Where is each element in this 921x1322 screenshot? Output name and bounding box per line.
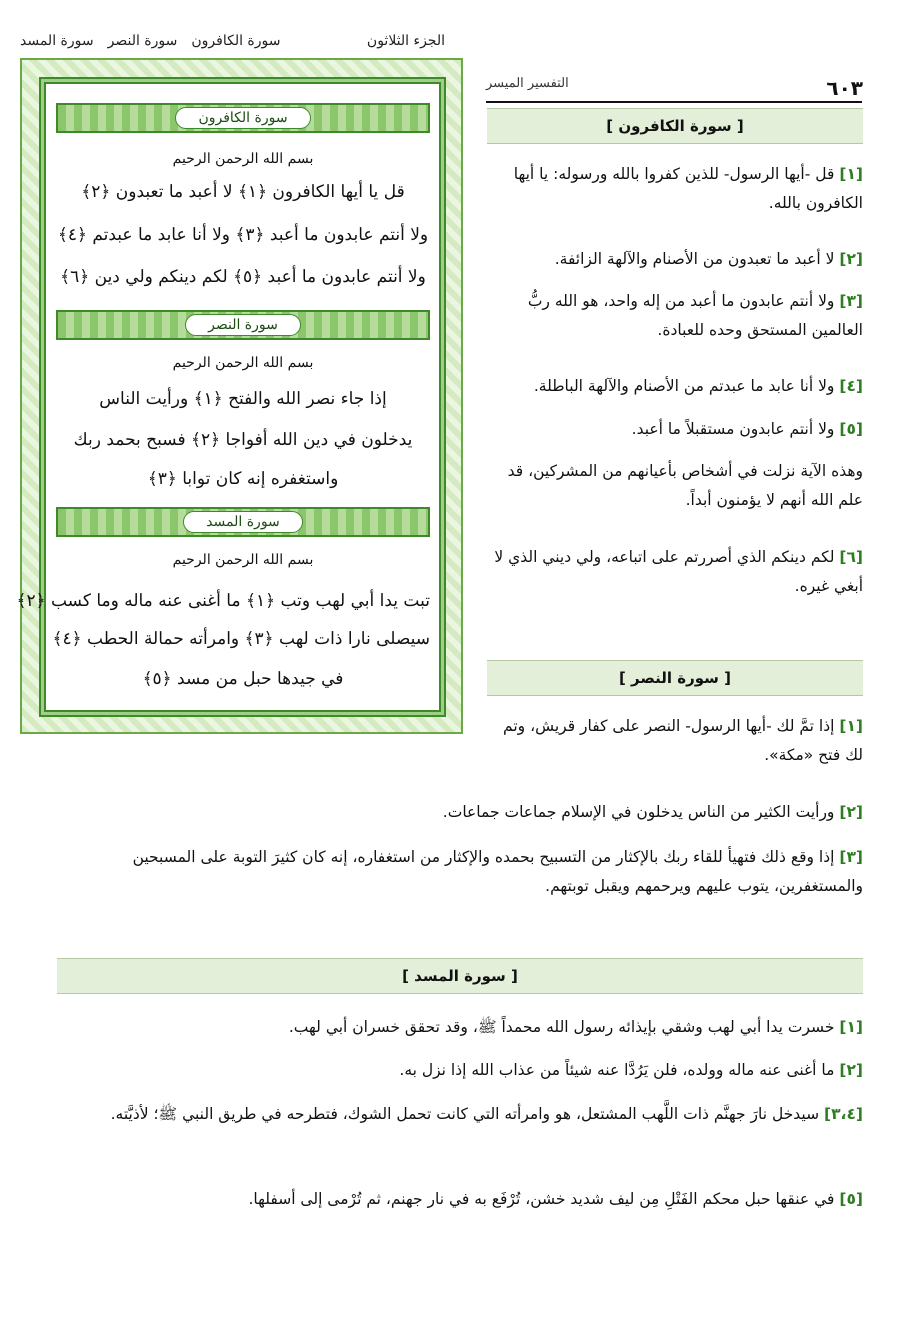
tafsir-text: في عنقها حبل محكم الفَتْلِ مِن ليف شديد خشن، تُرْفَع به في نار جهنم، ثم تُرْمى إلى أسفلها. — [248, 1190, 840, 1208]
surah-banner-masad — [56, 507, 430, 537]
tafsir-paragraph — [57, 843, 863, 902]
basmala: بسم الله الرحمن الرحيم — [172, 151, 314, 167]
quran-line: قل يا أيها الكافرون ﴿١﴾ لا أعبد ما تعبدون ﴿٢﴾ — [81, 182, 405, 202]
surah-title-nasr: سورة النصر — [185, 314, 301, 336]
tafsir-text: ورأيت الكثير من الناس يدخلون في الإسلام جماعات جماعات. — [442, 803, 840, 821]
quran-line: واستغفره إنه كان توابا ﴿٣﴾ — [147, 469, 339, 489]
surah-banner-kafirun — [56, 103, 430, 133]
quran-line: في جيدها حبل من مسد ﴿٥﴾ — [142, 669, 344, 689]
tafsir-text: قل -أيها الرسول- للذين كفروا بالله ورسوله: يا أيها الكافرون بالله. — [513, 165, 863, 213]
quran-line: إذا جاء نصر الله والفتح ﴿١﴾ ورأيت الناس — [99, 389, 387, 409]
verse-ref: [١] — [839, 717, 863, 735]
surah-title-kafirun: سورة الكافرون — [175, 107, 310, 129]
verse-ref: [٢] — [839, 1061, 863, 1079]
header-rule — [486, 101, 862, 103]
tafsir-paragraph — [57, 798, 863, 827]
verse-ref: [٢] — [839, 250, 863, 268]
verse-ref: [٥] — [839, 420, 863, 438]
juz-label: الجزء الثلاثون — [366, 33, 445, 49]
tafsir-text: إذا تمَّ لك -أيها الرسول- النصر على كفار قريش، وتم لك فتح «مكة». — [503, 717, 863, 765]
tafsir-text: ولا أنتم عابدون مستقبلاً ما أعبد. — [631, 420, 840, 438]
tafsir-paragraph — [483, 712, 863, 771]
quran-line: يدخلون في دين الله أفواجا ﴿٢﴾ فسبح بحمد ربك — [73, 430, 413, 450]
tafsir-paragraph — [57, 1056, 863, 1085]
verse-ref: [١] — [839, 165, 863, 183]
tafsir-paragraph — [483, 415, 863, 444]
tafsir-text: ولا أنا عابد ما عبدتم من الأصنام والآلهة الباطلة. — [533, 377, 840, 395]
tafsir-paragraph — [483, 245, 863, 274]
surah-title-masad: سورة المسد — [183, 511, 303, 533]
quran-line: سيصلى نارا ذات لهب ﴿٣﴾ وامرأته حمالة الحطب ﴿٤﴾ — [52, 629, 430, 649]
basmala: بسم الله الرحمن الرحيم — [172, 355, 314, 371]
section-heading-kafirun: [ سورة الكافرون ] — [487, 108, 863, 144]
verse-ref: [٥] — [839, 1190, 863, 1208]
verse-ref: [٣] — [839, 848, 863, 866]
tafsir-text: إذا وقع ذلك فتهيأ للقاء ربك بالإكثار من التسبيح بحمده والإكثار من استغفاره، إنه كان كثيرَ التوبة على المسبحين والمستغفرين، يتوب عليهم ويرحمهم ويقبل توبتهم. — [132, 848, 863, 896]
quran-line: ولا أنتم عابدون ما أعبد ﴿٥﴾ لكم دينكم ولي دين ﴿٦﴾ — [60, 267, 426, 287]
verse-ref: [٣] — [839, 292, 863, 310]
tafsir-paragraph — [483, 543, 863, 602]
book-title: التفسير الميسر — [486, 76, 569, 91]
tafsir-paragraph — [57, 1100, 863, 1129]
verse-ref: [٣،٤] — [824, 1105, 863, 1123]
tafsir-text: ما أغنى عنه ماله وولده، فلن يَرُدَّا عنه شيئاً من عذاب الله إذا نزل به. — [399, 1061, 840, 1079]
tafsir-text: ولا أنتم عابدون ما أعبد من إله واحد، هو الله ربُّ العالمين المستحق وحده للعبادة. — [527, 292, 863, 340]
tafsir-paragraph — [483, 160, 863, 219]
tafsir-paragraph — [57, 1013, 863, 1042]
quran-line: تبت يدا أبي لهب وتب ﴿١﴾ ما أغنى عنه ماله وما كسب ﴿٢﴾ — [16, 591, 430, 611]
surah-banner-nasr — [56, 310, 430, 340]
tafsir-text: وهذه الآية نزلت في أشخاص بأعيانهم من المشركين، قد علم الله أنهم لا يؤمنون أبداً. — [507, 462, 863, 510]
verse-ref: [٢] — [839, 803, 863, 821]
verse-ref: [١] — [839, 1018, 863, 1036]
surah-name-2: سورة النصر — [107, 33, 178, 49]
section-heading-masad: [ سورة المسد ] — [57, 958, 863, 994]
basmala: بسم الله الرحمن الرحيم — [172, 552, 314, 568]
section-heading-nasr: [ سورة النصر ] — [487, 660, 863, 696]
tafsir-paragraph — [483, 372, 863, 401]
surah-name-3: سورة المسد — [20, 33, 94, 49]
running-header — [20, 28, 445, 54]
verse-ref: [٦] — [839, 548, 863, 566]
tafsir-paragraph — [57, 1185, 863, 1214]
surah-names — [20, 33, 281, 49]
verse-ref: [٤] — [839, 377, 863, 395]
tafsir-text: خسرت يدا أبي لهب وشقي بإيذائه رسول الله محمداً ﷺ، وقد تحقق خسران أبي لهب. — [288, 1018, 840, 1036]
tafsir-text: لا أعبد ما تعبدون من الأصنام والآلهة الزائفة. — [554, 250, 840, 268]
tafsir-paragraph — [483, 287, 863, 346]
quran-line: ولا أنتم عابدون ما أعبد ﴿٣﴾ ولا أنا عابد ما عبدتم ﴿٤﴾ — [57, 225, 429, 245]
page-number: ٦٠٣ — [826, 76, 863, 100]
surah-name-1: سورة الكافرون — [191, 33, 281, 49]
tafsir-text: لكم دينكم الذي أصررتم على اتباعه، ولي ديني الذي لا أبغي غيره. — [494, 548, 863, 596]
tafsir-text: سيدخل نارَ جهنَّم ذات اللَّهب المشتعل، هو وامرأته التي كانت تحمل الشوك، فتطرحه في طريق النبي ﷺ؛ لأذيَّته. — [110, 1105, 824, 1123]
tafsir-paragraph — [483, 457, 863, 516]
